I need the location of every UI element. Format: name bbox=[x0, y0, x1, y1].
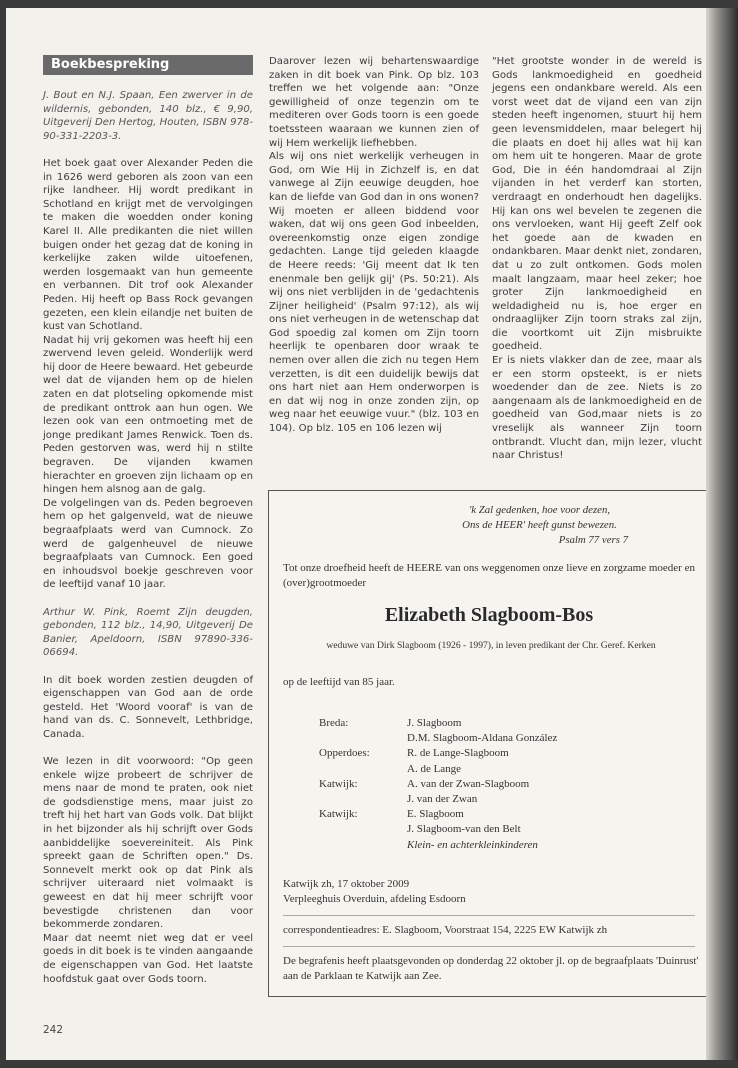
magazine-page bbox=[6, 8, 706, 1060]
book-spine bbox=[706, 8, 738, 1060]
family-row bbox=[319, 777, 699, 792]
family-row bbox=[319, 807, 699, 822]
family-row bbox=[319, 822, 699, 837]
article-paragraph: "Het grootste wonder in de wereld is Gods lankmoedigheid en goedheid jegens een ondankbare wereld. Als een vorst weet dat de vijand een van zijn steden heeft ingenomen, stuurt hij hem geen levensmiddelen, maar belegert hij die plaats en doet hij alles wat hij kan om hem uit te hongeren. Maar de grote God, Die in één handomdraai al Zijn vijanden in het verderf kan storten, verdraagt en onderhoudt hen dagelijks. Hij kan ons wel bevelen te zegenen die ons vervloeken, want Hij geeft Zelf ook het goede aan de kwaden en ondankbaren. Maar denkt niet, zondaren, dat u zo zult ontkomen. Gods molen maalt langzaam, maar heel zeker; hoe groter Zijn lankmoedigheid en weldadigheid nu is, hoe erger en ondraaglijker Zijn toorn straks zal zijn, die voortkomt uit Zijn misbruikte goedheid. bbox=[492, 56, 702, 353]
column-right bbox=[492, 55, 702, 463]
notice-age: op de leeftijd van 85 jaar. bbox=[283, 676, 395, 688]
page-number: 242 bbox=[43, 1024, 64, 1036]
divider bbox=[283, 915, 695, 916]
article-paragraph: Er is niets vlakker dan de zee, maar als er een storm opsteekt, is er niets woedender dan de zee. Niets is zo aangenaam als de lankmoedigheid en de goedheid van God,maar niets is zo vreselijk als wanneer Zijn toorn ontbrandt. Vlucht dan, mijn lezer, vlucht naar Christus! bbox=[492, 355, 702, 462]
article-paragraph: Maar dat neemt niet weg dat er veel goeds in dit boek is te vinden aangaande de eigenschappen van God. Het laatste hoofdstuk gaat over Gods toorn. bbox=[43, 932, 253, 985]
family-member: A. van der Zwan-Slagboom bbox=[407, 777, 530, 790]
family-place bbox=[319, 838, 407, 853]
family-row bbox=[319, 792, 699, 807]
family-member: D.M. Slagboom-Aldana González bbox=[407, 732, 558, 745]
poem-reference: Psalm 77 vers 7 bbox=[558, 534, 628, 546]
article-paragraph: Daarover lezen wij behartenswaardige zaken in dit boek van Pink. Op blz. 103 treffen we het volgende aan: "Onze gewilligheid of onze tegenzin om te mediteren over Gods toorn is een goede toetssteen waaraan we kunnen zien of wij Hem werkelijk liefhebben. bbox=[269, 56, 479, 149]
notice-intro: Tot onze droefheid heeft de HEERE van ons weggenomen onze lieve en zorgzame moeder en (over)grootmoeder bbox=[283, 562, 695, 589]
family-member: A. de Lange bbox=[407, 762, 462, 775]
divider bbox=[283, 946, 695, 947]
family-row bbox=[319, 762, 699, 777]
family-place: Katwijk: bbox=[319, 777, 358, 790]
article-paragraph: We lezen in dit voorwoord: "Op geen enkele wijze probeert de schrijver de mens naar de mond te praten, ook niet de godsdienstige mens, maar juist zo treft hij het hart van Gods volk. Dat blijkt in het bijzonder als hij schrijft over Gods aanbiddelijke soevereiniteit. Als Pink spreekt gaan de Schriften open." Ds. Sonnevelt merkt ook op dat Pink als schrijver uiteraard niet volmaakt is geweest en dat hij meer schrijft voor bevestigde christenen dan voor bekommerde zondaren. bbox=[43, 756, 253, 931]
death-notice bbox=[268, 490, 706, 997]
family-place bbox=[319, 731, 407, 746]
family-place bbox=[319, 822, 407, 837]
notice-funeral: De begrafenis heeft plaatsgevonden op donderdag 22 oktober jl. op de begraafplaats 'Duinrust' aan de Parklaan te Katwijk aan Zee. bbox=[283, 955, 699, 982]
family-row bbox=[319, 716, 699, 731]
family-member: J. van der Zwan bbox=[407, 793, 478, 806]
family-place bbox=[319, 792, 407, 807]
family-member: Klein- en achterkleinkinderen bbox=[407, 838, 538, 851]
notice-poem bbox=[447, 503, 632, 548]
notice-name: Elizabeth Slagboom-Bos bbox=[384, 604, 594, 626]
family-row bbox=[319, 838, 699, 853]
notice-date-place: Katwijk zh, 17 oktober 2009 bbox=[283, 878, 410, 890]
column-left-body bbox=[43, 89, 253, 986]
article-paragraph: J. Bout en N.J. Spaan, Een zwerver in de wildernis, gebonden, 140 blz., € 9,90, Uitgeverij Den Hertog, Houten, ISBN 978-90-331-2203-3. bbox=[43, 90, 253, 142]
family-place bbox=[319, 762, 407, 777]
column-left bbox=[43, 55, 253, 986]
column-middle bbox=[269, 55, 479, 436]
section-label: Boekbespreking bbox=[43, 55, 253, 75]
poem-line: Ons de HEER' heeft gunst bewezen. bbox=[462, 519, 617, 531]
family-place: Breda: bbox=[319, 717, 349, 729]
family-place: Opperdoes: bbox=[319, 747, 370, 760]
family-member: E. Slagboom bbox=[407, 808, 464, 821]
notice-location: Verpleeghuis Overduin, afdeling Esdoorn bbox=[283, 893, 466, 905]
article-paragraph: In dit boek worden zestien deugden of eigenschappen van God aan de orde gesteld. Het 'Woord vooraf' is van de hand van ds. C. Sonnevelt, Lethbridge, Canada. bbox=[43, 674, 253, 740]
family-place: Katwijk: bbox=[319, 808, 358, 821]
article-paragraph: Als wij ons niet werkelijk verheugen in God, om Wie Hij in Zichzelf is, en dat vanwege al Zijn eeuwige deugden, hoe kan de liefde van God dan in ons wonen? Wij moeten er alleen biddend voor waken, dat wij ons geen God inbeelden, overeenkomstig onze eigen zondige gedachten. Lange tijd geleden klaagde de Heere reeds: 'Gij meent dat Ik ten enenmale ben gelijk gij' (Ps. 50:21). Als wij ons niet verblijden in de 'gedachtenis Zijner heiligheid' (Psalm 97:12), als wij ons niet verheugen in de wetenschap dat God spoedig zal komen om Zijn toorn heerlijk te openbaren door wraak te nemen over allen die zich nu tegen Hem verzetten, is dit een duidelijk bewijs dat ons hart niet aan Hem onderworpen is en dat wij nog in onze zonden zijn, op weg naar het eeuwige vuur." (blz. 103 en 104). Op blz. 105 en 106 lezen wij bbox=[269, 151, 479, 435]
family-member: R. de Lange-Slagboom bbox=[407, 747, 509, 760]
article-paragraph: Arthur W. Pink, Roemt Zijn deugden, gebonden, 112 blz., 14,90, Uitgeverij De Banier, Apeldoorn, ISBN 97890-336-06694. bbox=[43, 606, 253, 659]
family-member: J. Slagboom-van den Belt bbox=[407, 823, 521, 836]
notice-widow: weduwe van Dirk Slagboom (1926 - 1997), in leven predikant der Chr. Geref. Kerken bbox=[326, 640, 656, 651]
article-paragraph: Nadat hij vrij gekomen was heeft hij een zwervend leven geleid. Wonderlijk werd hij door de Heere bewaard. Het gebeurde wel dat de vijanden hem op de hielen zaten en dat plotseling opkomende mist de predikant onttrok aan hun ogen. We lezen ook van een ontmoeting met de jonge predikant James Renwick. Toen ds. Peden gestorven was, werd hij n stilte begraven. De vijanden kwamen hierachter en groeven zijn lichaam op en hingen hem alsnog aan de galg. bbox=[43, 334, 253, 496]
article-paragraph: Het boek gaat over Alexander Peden die in 1626 werd geboren als zoon van een rijke landheer. Hij wordt predikant in Schotland en krijgt met de vervolgingen te maken die woedden onder koning Karel II. Alle predikanten die niet willen buigen onder het gezag dat de koning in kerkelijke zaken wilde uitoefenen, werden losgemaakt van hun gemeente en verbannen. Dit trof ook Alexander Peden. Hij heeft op Bass Rock gevangen gezeten, een klein eilandje net buiten de kust van Schotland. bbox=[43, 157, 253, 333]
family-row bbox=[319, 746, 699, 761]
family-member: J. Slagboom bbox=[407, 717, 462, 729]
article-paragraph: De volgelingen van ds. Peden begroeven hem op het galgenveld, wat de nieuwe begraafplaats werd van Cumnock. Zo werd de galgenheuvel de nieuwe begraafplaats van Cumnock. Een goed en inhoudsvol boekje geschreven voor de leeftijd vanaf 10 jaar. bbox=[43, 497, 253, 591]
notice-address: correspondentieadres: E. Slagboom, Voorstraat 154, 2225 EW Katwijk zh bbox=[283, 924, 608, 936]
family-list bbox=[319, 716, 699, 853]
poem-line: 'k Zal gedenken, hoe voor dezen, bbox=[468, 504, 611, 516]
family-row bbox=[319, 731, 699, 746]
